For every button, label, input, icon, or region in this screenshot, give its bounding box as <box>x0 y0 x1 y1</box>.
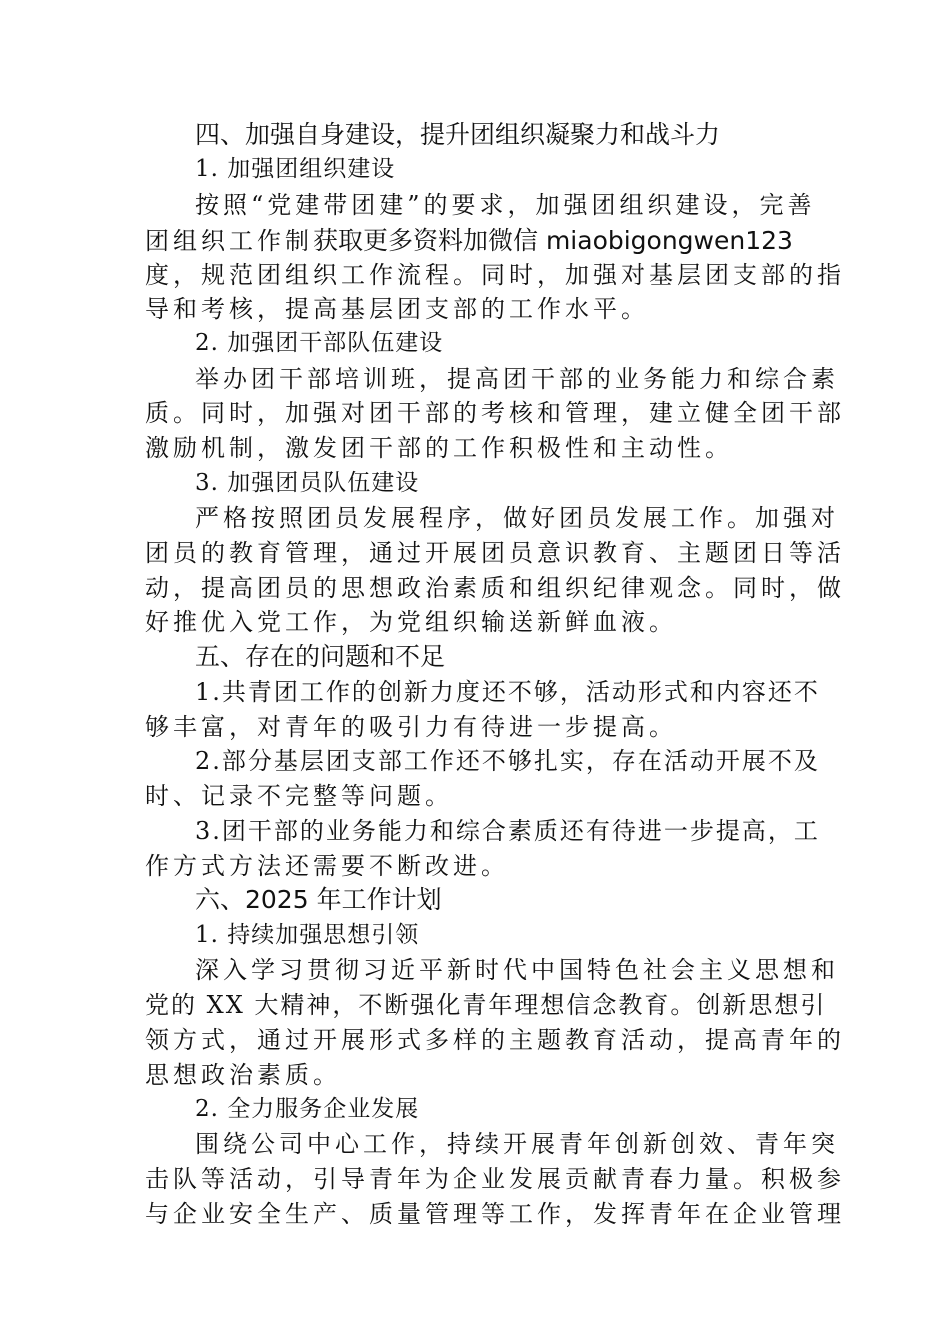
paragraph-line: 时、记录不完整等问题。 <box>145 782 453 810</box>
watermark-text: 获取更多资料加微信 miaobigongwen123 <box>313 226 793 255</box>
subsection-heading: 1. 持续加强思想引领 <box>195 922 420 948</box>
paragraph-line: 举办团干部培训班，提高团干部的业务能力和综合素 <box>195 365 839 393</box>
paragraph-line: 度，规范团组织工作流程。同时，加强对基层团支部的指 <box>145 261 845 289</box>
paragraph-line: 领方式，通过开展形式多样的主题教育活动，提高青年的 <box>145 1026 845 1054</box>
paragraph-line: 严格按照团员发展程序，做好团员发展工作。加强对 <box>195 504 839 532</box>
paragraph-line: 党的 XX 大精神，不断强化青年理想信念教育。创新思想引 <box>145 991 827 1019</box>
subsection-heading: 3. 加强团员队伍建设 <box>195 470 420 496</box>
paragraph-line: 动，提高团员的思想政治素质和组织纪律观念。同时，做 <box>145 574 845 602</box>
section-heading: 五、存在的问题和不足 <box>195 642 446 671</box>
paragraph-line: 与企业安全生产、质量管理等工作，发挥青年在企业管理 <box>145 1200 845 1228</box>
section-heading: 六、2025 年工作计划 <box>195 885 442 914</box>
paragraph-line: 导和考核，提高基层团支部的工作水平。 <box>145 295 649 323</box>
section-heading: 四、加强自身建设，提升团组织凝聚力和战斗力 <box>195 120 721 149</box>
paragraph-line: 按照“党建带团建”的要求，加强团组织建设，完善 <box>195 191 816 219</box>
paragraph-line: 质。同时，加强对团干部的考核和管理，建立健全团干部 <box>145 399 845 427</box>
paragraph-line: 1.共青团工作的创新力度还不够，活动形式和内容还不 <box>195 678 820 706</box>
paragraph-line: 团员的教育管理，通过开展团员意识教育、主题团日等活 <box>145 539 845 567</box>
subsection-heading: 1. 加强团组织建设 <box>195 156 396 182</box>
paragraph-line: 作方式方法还需要不断改进。 <box>145 852 509 880</box>
paragraph-line: 深入学习贯彻习近平新时代中国特色社会主义思想和 <box>195 956 839 984</box>
paragraph-line: 够丰富，对青年的吸引力有待进一步提高。 <box>145 713 677 741</box>
paragraph-line: 激励机制，激发团干部的工作积极性和主动性。 <box>145 434 733 462</box>
paragraph-line: 2.部分基层团支部工作还不够扎实，存在活动开展不及 <box>195 747 820 775</box>
paragraph-line: 3.团干部的业务能力和综合素质还有待进一步提高，工 <box>195 817 820 845</box>
paragraph-line: 团组织工作制获取更多资料加微信 miaobigongwen123 <box>145 226 793 255</box>
subsection-heading: 2. 加强团干部队伍建设 <box>195 330 444 356</box>
paragraph-line: 击队等活动，引导青年为企业发展贡献青春力量。积极参 <box>145 1165 845 1193</box>
paragraph-line: 围绕公司中心工作，持续开展青年创新创效、青年突 <box>195 1130 839 1158</box>
subsection-heading: 2. 全力服务企业发展 <box>195 1096 420 1122</box>
paragraph-line: 好推优入党工作，为党组织输送新鲜血液。 <box>145 608 677 636</box>
paragraph-line: 思想政治素质。 <box>145 1061 341 1089</box>
